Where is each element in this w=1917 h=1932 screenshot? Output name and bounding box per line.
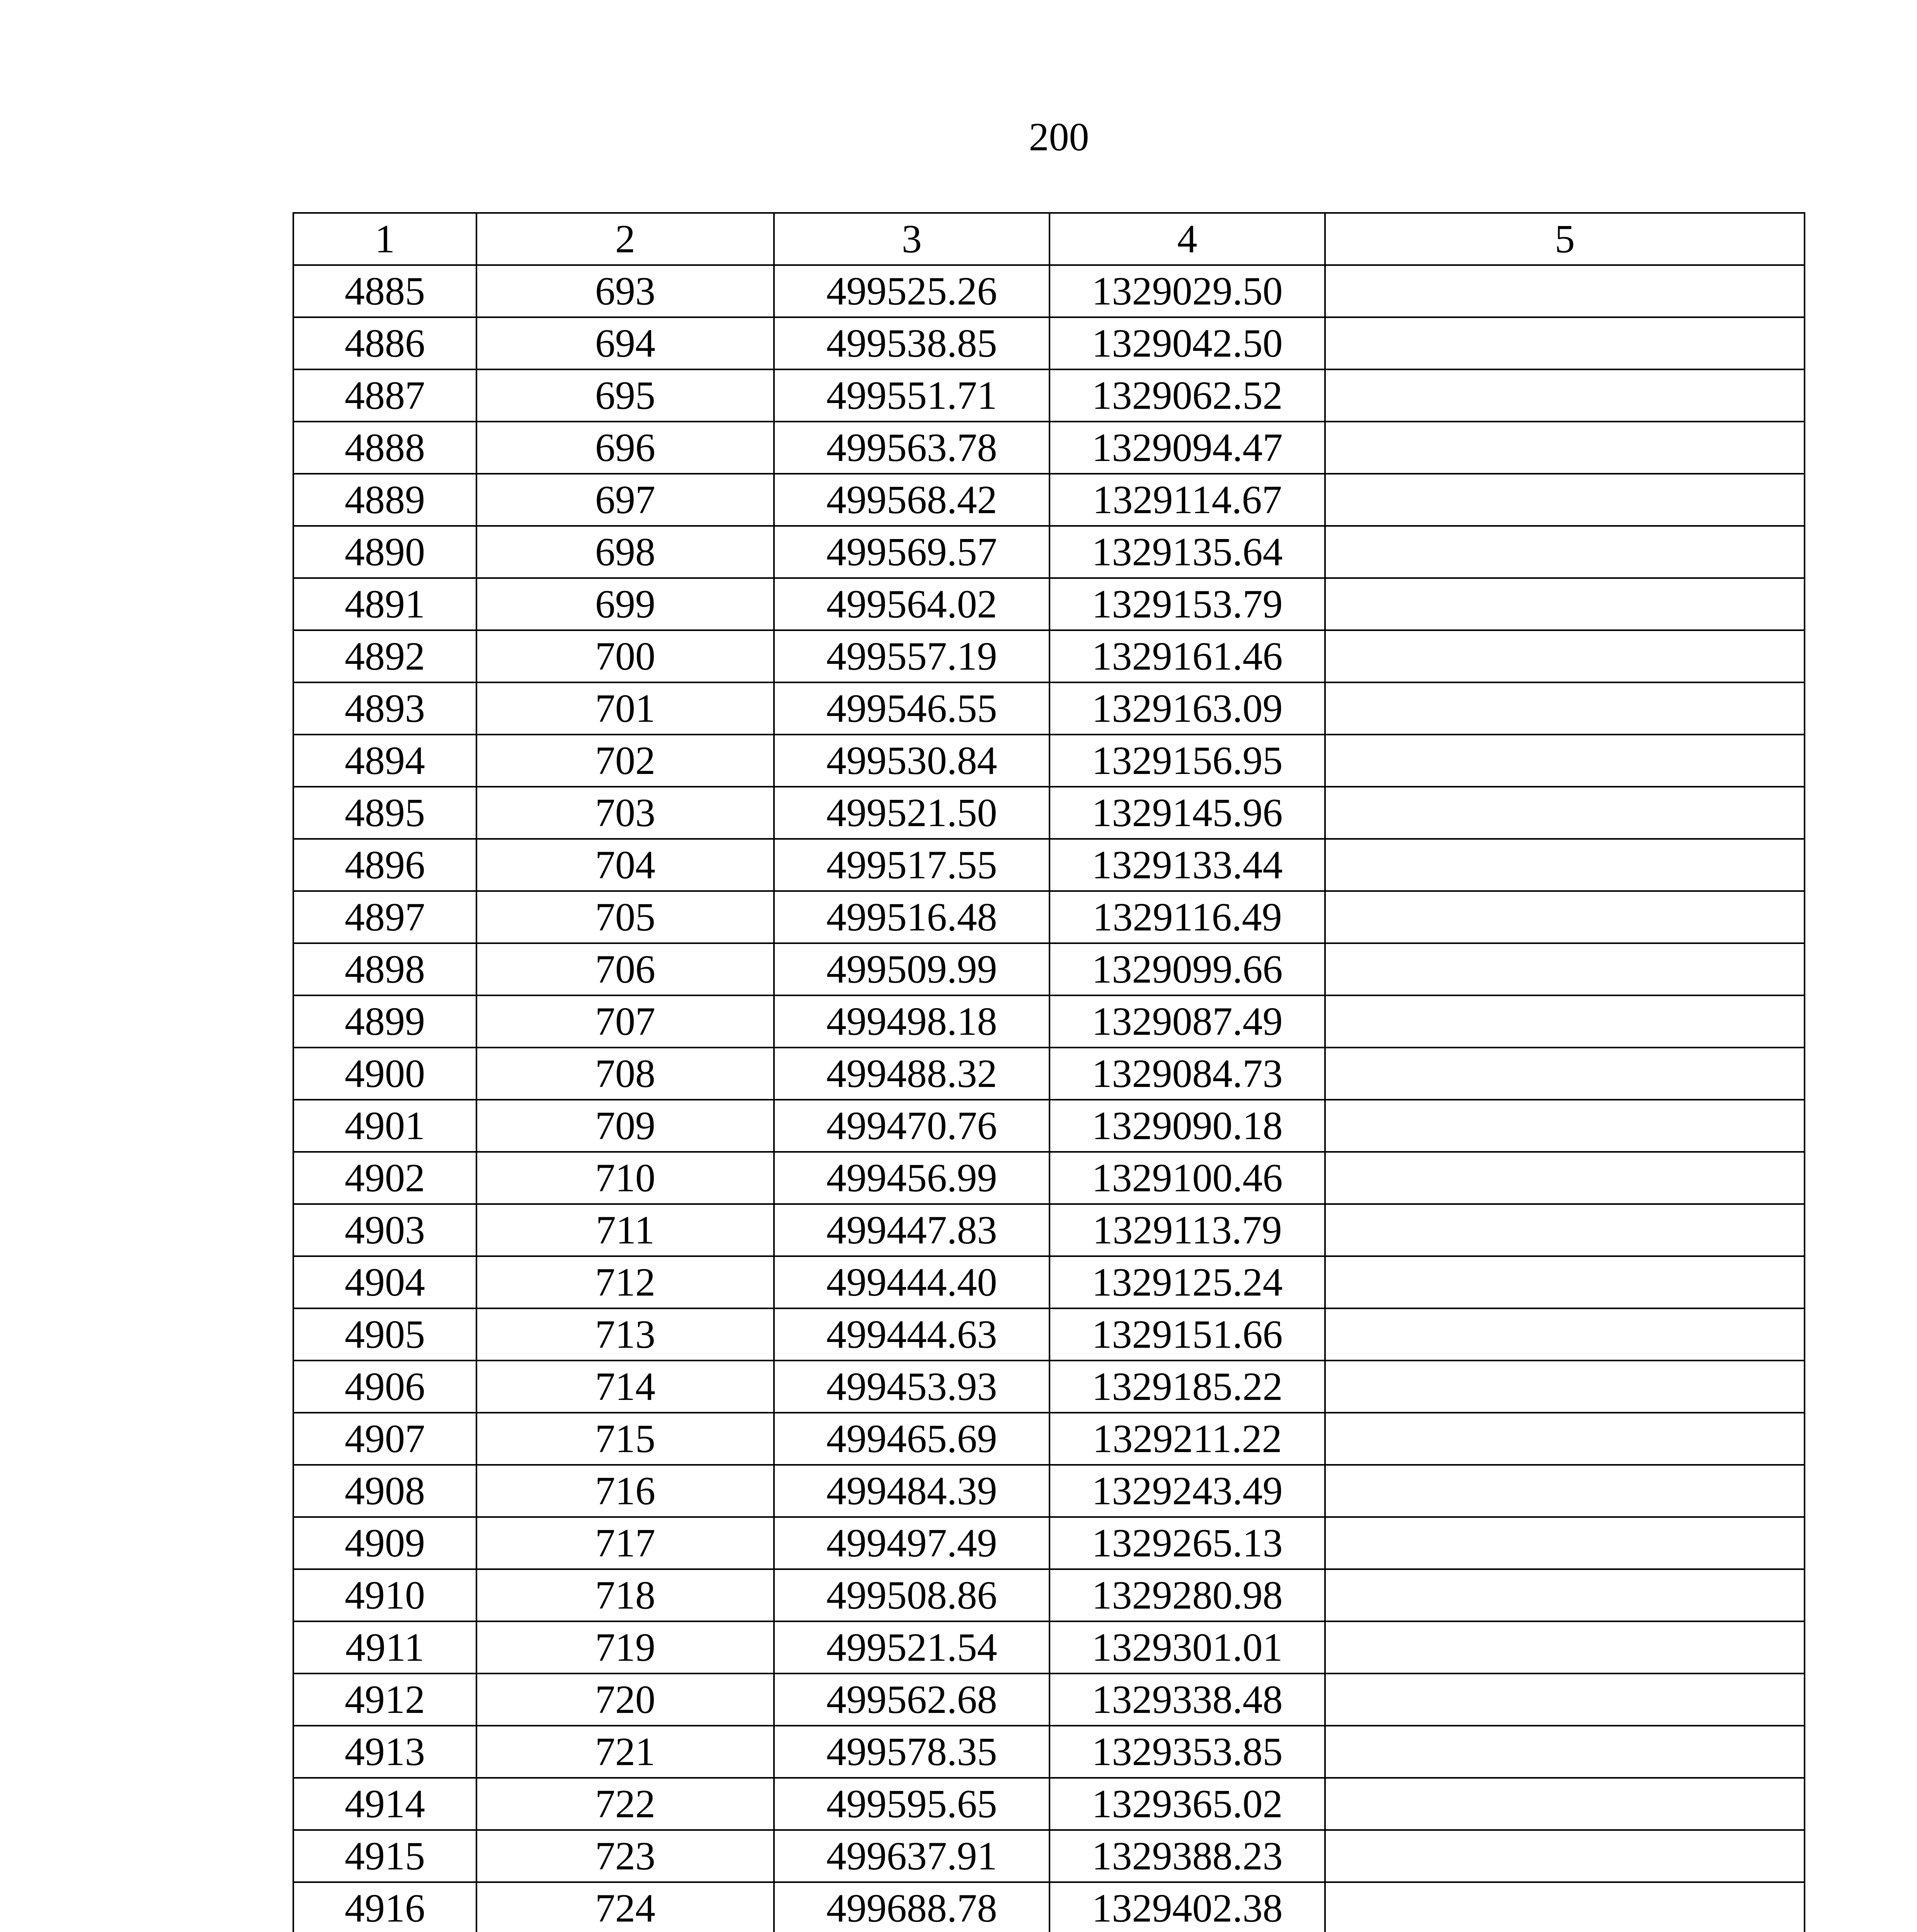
x-coordinate-cell: 499568.42 xyxy=(774,474,1050,526)
y-coordinate-cell: 1329094.47 xyxy=(1050,422,1325,474)
point-number-cell: 722 xyxy=(476,1778,774,1830)
x-coordinate-cell: 499525.26 xyxy=(774,265,1050,317)
row-number-cell: 4915 xyxy=(293,1830,476,1882)
row-number-cell: 4901 xyxy=(293,1100,476,1152)
point-number-cell: 716 xyxy=(476,1465,774,1517)
row-number-cell: 4903 xyxy=(293,1204,476,1256)
note-cell xyxy=(1325,369,1805,422)
table-body xyxy=(293,265,1805,1932)
row-number-cell: 4911 xyxy=(293,1621,476,1673)
point-number-cell: 711 xyxy=(476,1204,774,1256)
point-number-cell: 702 xyxy=(476,735,774,787)
x-coordinate-cell: 499557.19 xyxy=(774,630,1050,682)
note-cell xyxy=(1325,1726,1805,1778)
row-number-cell: 4886 xyxy=(293,317,476,369)
table-row xyxy=(293,1830,1805,1882)
point-number-cell: 699 xyxy=(476,578,774,630)
point-number-cell: 703 xyxy=(476,787,774,839)
table-row xyxy=(293,630,1805,682)
table-header xyxy=(293,213,1805,265)
header-cell-1: 1 xyxy=(293,213,476,265)
row-number-cell: 4892 xyxy=(293,630,476,682)
row-number-cell: 4916 xyxy=(293,1882,476,1932)
x-coordinate-cell: 499637.91 xyxy=(774,1830,1050,1882)
y-coordinate-cell: 1329099.66 xyxy=(1050,943,1325,995)
point-number-cell: 695 xyxy=(476,369,774,422)
row-number-cell: 4899 xyxy=(293,995,476,1048)
x-coordinate-cell: 499562.68 xyxy=(774,1673,1050,1726)
y-coordinate-cell: 1329388.23 xyxy=(1050,1830,1325,1882)
y-coordinate-cell: 1329100.46 xyxy=(1050,1152,1325,1204)
x-coordinate-cell: 499595.65 xyxy=(774,1778,1050,1830)
x-coordinate-cell: 499578.35 xyxy=(774,1726,1050,1778)
note-cell xyxy=(1325,1256,1805,1308)
note-cell xyxy=(1325,995,1805,1048)
table-row xyxy=(293,369,1805,422)
x-coordinate-cell: 499516.48 xyxy=(774,891,1050,943)
note-cell xyxy=(1325,1413,1805,1465)
row-number-cell: 4890 xyxy=(293,526,476,578)
note-cell xyxy=(1325,1308,1805,1361)
x-coordinate-cell: 499564.02 xyxy=(774,578,1050,630)
x-coordinate-cell: 499447.83 xyxy=(774,1204,1050,1256)
y-coordinate-cell: 1329365.02 xyxy=(1050,1778,1325,1830)
row-number-cell: 4905 xyxy=(293,1308,476,1361)
point-number-cell: 709 xyxy=(476,1100,774,1152)
table-row xyxy=(293,735,1805,787)
table-row xyxy=(293,787,1805,839)
y-coordinate-cell: 1329133.44 xyxy=(1050,839,1325,891)
note-cell xyxy=(1325,682,1805,735)
note-cell xyxy=(1325,317,1805,369)
table-row xyxy=(293,1100,1805,1152)
point-number-cell: 720 xyxy=(476,1673,774,1726)
y-coordinate-cell: 1329185.22 xyxy=(1050,1361,1325,1413)
point-number-cell: 723 xyxy=(476,1830,774,1882)
point-number-cell: 718 xyxy=(476,1569,774,1621)
point-number-cell: 715 xyxy=(476,1413,774,1465)
x-coordinate-cell: 499453.93 xyxy=(774,1361,1050,1413)
point-number-cell: 713 xyxy=(476,1308,774,1361)
y-coordinate-cell: 1329211.22 xyxy=(1050,1413,1325,1465)
table-row xyxy=(293,1152,1805,1204)
table-row xyxy=(293,1413,1805,1465)
x-coordinate-cell: 499521.54 xyxy=(774,1621,1050,1673)
row-number-cell: 4888 xyxy=(293,422,476,474)
y-coordinate-cell: 1329353.85 xyxy=(1050,1726,1325,1778)
row-number-cell: 4887 xyxy=(293,369,476,422)
x-coordinate-cell: 499484.39 xyxy=(774,1465,1050,1517)
note-cell xyxy=(1325,787,1805,839)
note-cell xyxy=(1325,1830,1805,1882)
x-coordinate-cell: 499470.76 xyxy=(774,1100,1050,1152)
table-row xyxy=(293,526,1805,578)
row-number-cell: 4893 xyxy=(293,682,476,735)
x-coordinate-cell: 499497.49 xyxy=(774,1517,1050,1569)
y-coordinate-cell: 1329280.98 xyxy=(1050,1569,1325,1621)
y-coordinate-cell: 1329156.95 xyxy=(1050,735,1325,787)
point-number-cell: 710 xyxy=(476,1152,774,1204)
point-number-cell: 704 xyxy=(476,839,774,891)
table-row xyxy=(293,578,1805,630)
page-number: 200 xyxy=(1029,115,1089,159)
note-cell xyxy=(1325,630,1805,682)
y-coordinate-cell: 1329301.01 xyxy=(1050,1621,1325,1673)
y-coordinate-cell: 1329338.48 xyxy=(1050,1673,1325,1726)
note-cell xyxy=(1325,1569,1805,1621)
note-cell xyxy=(1325,839,1805,891)
point-number-cell: 694 xyxy=(476,317,774,369)
y-coordinate-cell: 1329084.73 xyxy=(1050,1048,1325,1100)
x-coordinate-cell: 499530.84 xyxy=(774,735,1050,787)
table-row xyxy=(293,1778,1805,1830)
x-coordinate-cell: 499517.55 xyxy=(774,839,1050,891)
row-number-cell: 4900 xyxy=(293,1048,476,1100)
note-cell xyxy=(1325,422,1805,474)
note-cell xyxy=(1325,891,1805,943)
table-row xyxy=(293,1569,1805,1621)
point-number-cell: 707 xyxy=(476,995,774,1048)
note-cell xyxy=(1325,526,1805,578)
x-coordinate-cell: 499498.18 xyxy=(774,995,1050,1048)
row-number-cell: 4891 xyxy=(293,578,476,630)
table-row xyxy=(293,1256,1805,1308)
point-number-cell: 721 xyxy=(476,1726,774,1778)
table-row xyxy=(293,474,1805,526)
table-row xyxy=(293,839,1805,891)
header-cell-4: 4 xyxy=(1050,213,1325,265)
y-coordinate-cell: 1329243.49 xyxy=(1050,1465,1325,1517)
table-row xyxy=(293,1361,1805,1413)
x-coordinate-cell: 499569.57 xyxy=(774,526,1050,578)
note-cell xyxy=(1325,1048,1805,1100)
table-row xyxy=(293,1517,1805,1569)
coordinates-table xyxy=(293,212,1805,1932)
y-coordinate-cell: 1329029.50 xyxy=(1050,265,1325,317)
y-coordinate-cell: 1329145.96 xyxy=(1050,787,1325,839)
x-coordinate-cell: 499444.63 xyxy=(774,1308,1050,1361)
header-cell-5: 5 xyxy=(1325,213,1805,265)
note-cell xyxy=(1325,1204,1805,1256)
note-cell xyxy=(1325,1673,1805,1726)
row-number-cell: 4910 xyxy=(293,1569,476,1621)
x-coordinate-cell: 499563.78 xyxy=(774,422,1050,474)
y-coordinate-cell: 1329151.66 xyxy=(1050,1308,1325,1361)
x-coordinate-cell: 499456.99 xyxy=(774,1152,1050,1204)
y-coordinate-cell: 1329265.13 xyxy=(1050,1517,1325,1569)
y-coordinate-cell: 1329062.52 xyxy=(1050,369,1325,422)
table-row xyxy=(293,1048,1805,1100)
note-cell xyxy=(1325,474,1805,526)
row-number-cell: 4889 xyxy=(293,474,476,526)
row-number-cell: 4907 xyxy=(293,1413,476,1465)
row-number-cell: 4897 xyxy=(293,891,476,943)
y-coordinate-cell: 1329090.18 xyxy=(1050,1100,1325,1152)
table-row xyxy=(293,317,1805,369)
point-number-cell: 696 xyxy=(476,422,774,474)
row-number-cell: 4895 xyxy=(293,787,476,839)
table-row xyxy=(293,891,1805,943)
point-number-cell: 708 xyxy=(476,1048,774,1100)
note-cell xyxy=(1325,1778,1805,1830)
table-row xyxy=(293,995,1805,1048)
header-row xyxy=(293,213,1805,265)
y-coordinate-cell: 1329042.50 xyxy=(1050,317,1325,369)
note-cell xyxy=(1325,1465,1805,1517)
note-cell xyxy=(1325,265,1805,317)
x-coordinate-cell: 499488.32 xyxy=(774,1048,1050,1100)
table-row xyxy=(293,1204,1805,1256)
note-cell xyxy=(1325,1621,1805,1673)
table-row xyxy=(293,1308,1805,1361)
y-coordinate-cell: 1329161.46 xyxy=(1050,630,1325,682)
row-number-cell: 4909 xyxy=(293,1517,476,1569)
point-number-cell: 698 xyxy=(476,526,774,578)
y-coordinate-cell: 1329114.67 xyxy=(1050,474,1325,526)
point-number-cell: 697 xyxy=(476,474,774,526)
point-number-cell: 719 xyxy=(476,1621,774,1673)
x-coordinate-cell: 499551.71 xyxy=(774,369,1050,422)
row-number-cell: 4898 xyxy=(293,943,476,995)
note-cell xyxy=(1325,1882,1805,1932)
row-number-cell: 4913 xyxy=(293,1726,476,1778)
note-cell xyxy=(1325,578,1805,630)
y-coordinate-cell: 1329402.38 xyxy=(1050,1882,1325,1932)
point-number-cell: 714 xyxy=(476,1361,774,1413)
x-coordinate-cell: 499444.40 xyxy=(774,1256,1050,1308)
note-cell xyxy=(1325,1152,1805,1204)
row-number-cell: 4904 xyxy=(293,1256,476,1308)
table-row xyxy=(293,943,1805,995)
header-cell-3: 3 xyxy=(774,213,1050,265)
note-cell xyxy=(1325,1100,1805,1152)
x-coordinate-cell: 499521.50 xyxy=(774,787,1050,839)
table-row xyxy=(293,265,1805,317)
x-coordinate-cell: 499546.55 xyxy=(774,682,1050,735)
x-coordinate-cell: 499508.86 xyxy=(774,1569,1050,1621)
y-coordinate-cell: 1329087.49 xyxy=(1050,995,1325,1048)
y-coordinate-cell: 1329153.79 xyxy=(1050,578,1325,630)
y-coordinate-cell: 1329125.24 xyxy=(1050,1256,1325,1308)
table-row xyxy=(293,1726,1805,1778)
header-cell-2: 2 xyxy=(476,213,774,265)
point-number-cell: 705 xyxy=(476,891,774,943)
row-number-cell: 4896 xyxy=(293,839,476,891)
note-cell xyxy=(1325,1361,1805,1413)
row-number-cell: 4885 xyxy=(293,265,476,317)
y-coordinate-cell: 1329135.64 xyxy=(1050,526,1325,578)
x-coordinate-cell: 499509.99 xyxy=(774,943,1050,995)
note-cell xyxy=(1325,735,1805,787)
table-row xyxy=(293,1673,1805,1726)
row-number-cell: 4894 xyxy=(293,735,476,787)
point-number-cell: 717 xyxy=(476,1517,774,1569)
note-cell xyxy=(1325,1517,1805,1569)
row-number-cell: 4902 xyxy=(293,1152,476,1204)
point-number-cell: 701 xyxy=(476,682,774,735)
row-number-cell: 4914 xyxy=(293,1778,476,1830)
y-coordinate-cell: 1329116.49 xyxy=(1050,891,1325,943)
x-coordinate-cell: 499538.85 xyxy=(774,317,1050,369)
y-coordinate-cell: 1329113.79 xyxy=(1050,1204,1325,1256)
row-number-cell: 4906 xyxy=(293,1361,476,1413)
table-row xyxy=(293,1621,1805,1673)
point-number-cell: 724 xyxy=(476,1882,774,1932)
note-cell xyxy=(1325,943,1805,995)
table-row xyxy=(293,1882,1805,1932)
y-coordinate-cell: 1329163.09 xyxy=(1050,682,1325,735)
point-number-cell: 693 xyxy=(476,265,774,317)
row-number-cell: 4912 xyxy=(293,1673,476,1726)
x-coordinate-cell: 499465.69 xyxy=(774,1413,1050,1465)
table-row xyxy=(293,422,1805,474)
row-number-cell: 4908 xyxy=(293,1465,476,1517)
point-number-cell: 706 xyxy=(476,943,774,995)
table-row xyxy=(293,1465,1805,1517)
point-number-cell: 712 xyxy=(476,1256,774,1308)
x-coordinate-cell: 499688.78 xyxy=(774,1882,1050,1932)
table-row xyxy=(293,682,1805,735)
point-number-cell: 700 xyxy=(476,630,774,682)
